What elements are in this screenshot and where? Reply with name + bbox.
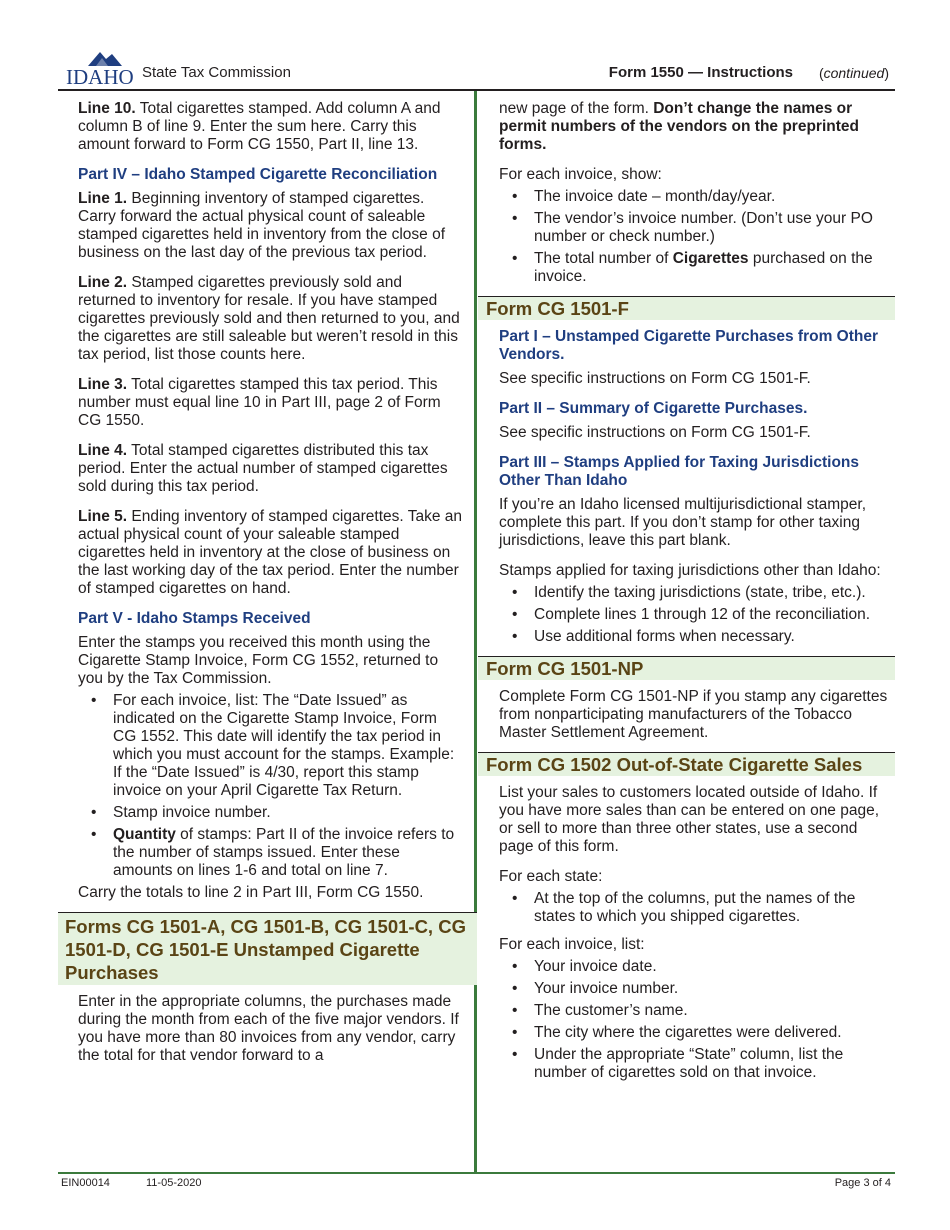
forms-1501-text: Enter in the appropriate columns, the purchases made during the month from each of the five major vendors. If you have more than 80 invoices from any vendor, carry the total for that vendor forward to a: [78, 993, 459, 1064]
list-item: • Identify the taxing jurisdictions (state, tribe, etc.).: [512, 584, 866, 601]
form-1501f-heading: Form CG 1501-F: [478, 296, 895, 320]
line10-paragraph: Line 10. Total cigarettes stamped. Add column A and column B of line 9. Enter the sum here. Carry this amount forward to Form CG 1550, Part II, line 13.: [78, 100, 441, 153]
footer-rule: [58, 1172, 895, 1174]
list-item: • Your invoice number.: [512, 980, 679, 997]
list-item: • The total number of Cigarettes purchased on the invoice.: [512, 250, 873, 285]
agency-name: State Tax Commission: [142, 64, 291, 81]
form-title: Form 1550 — Instructions: [608, 64, 793, 81]
invoice-show-list: [499, 188, 891, 286]
f-part2-text: See specific instructions on Form CG 1501-F.: [499, 424, 811, 441]
footer-page-number: Page 3 of 4: [834, 1177, 891, 1189]
oos-text: List your sales to customers located outside of Idaho. If you have more sales than can be entered on one page, or sell to more than three other states, use a second page of this form.: [499, 784, 880, 855]
list-item: • The invoice date – month/day/year.: [512, 188, 776, 205]
right-column: [486, 100, 891, 1086]
left-column: [65, 100, 466, 1065]
footer-date: 11-05-2020: [146, 1177, 202, 1189]
list-item: • The city where the cigarettes were delivered.: [512, 1024, 842, 1041]
f-part3-list: [499, 584, 891, 646]
invoice-list: [499, 958, 891, 1082]
footer-form-code: EIN00014: [61, 1177, 110, 1189]
page-header: [58, 44, 895, 90]
part5-heading: Part V - Idaho Stamps Received: [78, 610, 311, 627]
list-item: • The vendor’s invoice number. (Don’t use your PO number or check number.): [512, 210, 873, 245]
part4-line2: Line 2. Stamped cigarettes previously sold and returned to inventory for resale. If you have stamped cigarettes previously sold and then returned to you, and the cigarettes are still saleable but weren’t resold in this tax period, list those counts here.: [78, 274, 460, 363]
list-item: • Under the appropriate “State” column, list the number of cigarettes sold on that invoice.: [512, 1046, 844, 1081]
np-text: Complete Form CG 1501-NP if you stamp any cigarettes from nonparticipating manufacturers of the Tobacco Master Settlement Agreement.: [499, 688, 888, 741]
list-item: • Quantity of stamps: Part II of the invoice refers to the number of stamps issued. Enter these amounts on lines 1-6 and total on line 7.: [91, 826, 455, 879]
part4-heading: Part IV – Idaho Stamped Cigarette Reconciliation: [78, 166, 438, 183]
part4-line1: Line 1. Beginning inventory of stamped cigarettes. Carry forward the actual physical count of saleable stamped cigarettes held in inventory from the close of business on the last day of the previous tax period.: [78, 190, 446, 261]
list-item: • The customer’s name.: [512, 1002, 688, 1019]
idaho-logo: [66, 48, 146, 88]
for-each-invoice-list: For each invoice, list:: [499, 936, 645, 953]
part4-line4: Line 4. Total stamped cigarettes distributed this tax period. Enter the actual number of stamped cigarettes sold during this tax period.: [78, 442, 448, 495]
list-item: • Complete lines 1 through 12 of the reconciliation.: [512, 606, 871, 623]
f-part1-heading: Part I – Unstamped Cigarette Purchases from Other Vendors.: [499, 328, 879, 363]
for-each-state: For each state:: [499, 868, 603, 885]
list-item: • Stamp invoice number.: [91, 804, 271, 821]
part5-list: [78, 692, 462, 880]
form-1501np-heading: Form CG 1501-NP: [478, 656, 895, 680]
f-part2-heading: Part II – Summary of Cigarette Purchases.: [499, 400, 808, 417]
part5-carry: Carry the totals to line 2 in Part III, Form CG 1550.: [78, 884, 424, 901]
logo-text: IDAHO: [66, 65, 134, 88]
list-item: • At the top of the columns, put the names of the states to which you shipped cigarettes.: [512, 890, 856, 925]
f-part3-heading: Part III – Stamps Applied for Taxing Jurisdictions Other Than Idaho: [499, 454, 860, 489]
part5-intro: Enter the stamps you received this month using the Cigarette Stamp Invoice, Form CG 1552, returned to you by the Tax Commission.: [78, 634, 439, 687]
list-item: • Your invoice date.: [512, 958, 657, 975]
column-divider: [474, 91, 477, 1173]
part4-line5: Line 5. Ending inventory of stamped cigarettes. Take an actual physical count of your saleable stamped cigarettes held in inventory at the close of business on the last working day of the tax period. Enter the number of stamped cigarettes on hand.: [78, 508, 462, 597]
f-part3-stamps: Stamps applied for taxing jurisdictions other than Idaho:: [499, 562, 881, 579]
continued-note: (continued): [818, 65, 889, 81]
form-1502-heading: Form CG 1502 Out-of-State Cigarette Sales: [478, 752, 895, 776]
part4-line3: Line 3. Total cigarettes stamped this tax period. This number must equal line 10 in Part III, page 2 of Form CG 1550.: [78, 376, 441, 429]
f-part1-text: See specific instructions on Form CG 1501-F.: [499, 370, 811, 387]
list-item: • For each invoice, list: The “Date Issued” as indicated on the Cigarette Stamp Invoice, Form CG 1552. This date will identify the tax period in which you must account for the stamps. Example: If the “Date Issued” is 4/30, report this stamp invoice on your April Cigarette Tax Return.: [91, 692, 455, 799]
f-part3-text: If you’re an Idaho licensed multijurisdictional stamper, complete this part. If you don’t stamp for other taxing jurisdictions, leave this part blank.: [499, 496, 867, 549]
each-invoice-show: For each invoice, show:: [499, 166, 662, 183]
state-list: [499, 890, 891, 926]
list-item: • Use additional forms when necessary.: [512, 628, 795, 645]
continued-paragraph: new page of the form. Don’t change the names or permit numbers of the vendors on the preprinted forms.: [499, 100, 859, 153]
forms-1501-heading: Forms CG 1501-A, CG 1501-B, CG 1501-C, CG 1501-D, CG 1501-E Unstamped Cigarette Purchases: [58, 912, 477, 985]
